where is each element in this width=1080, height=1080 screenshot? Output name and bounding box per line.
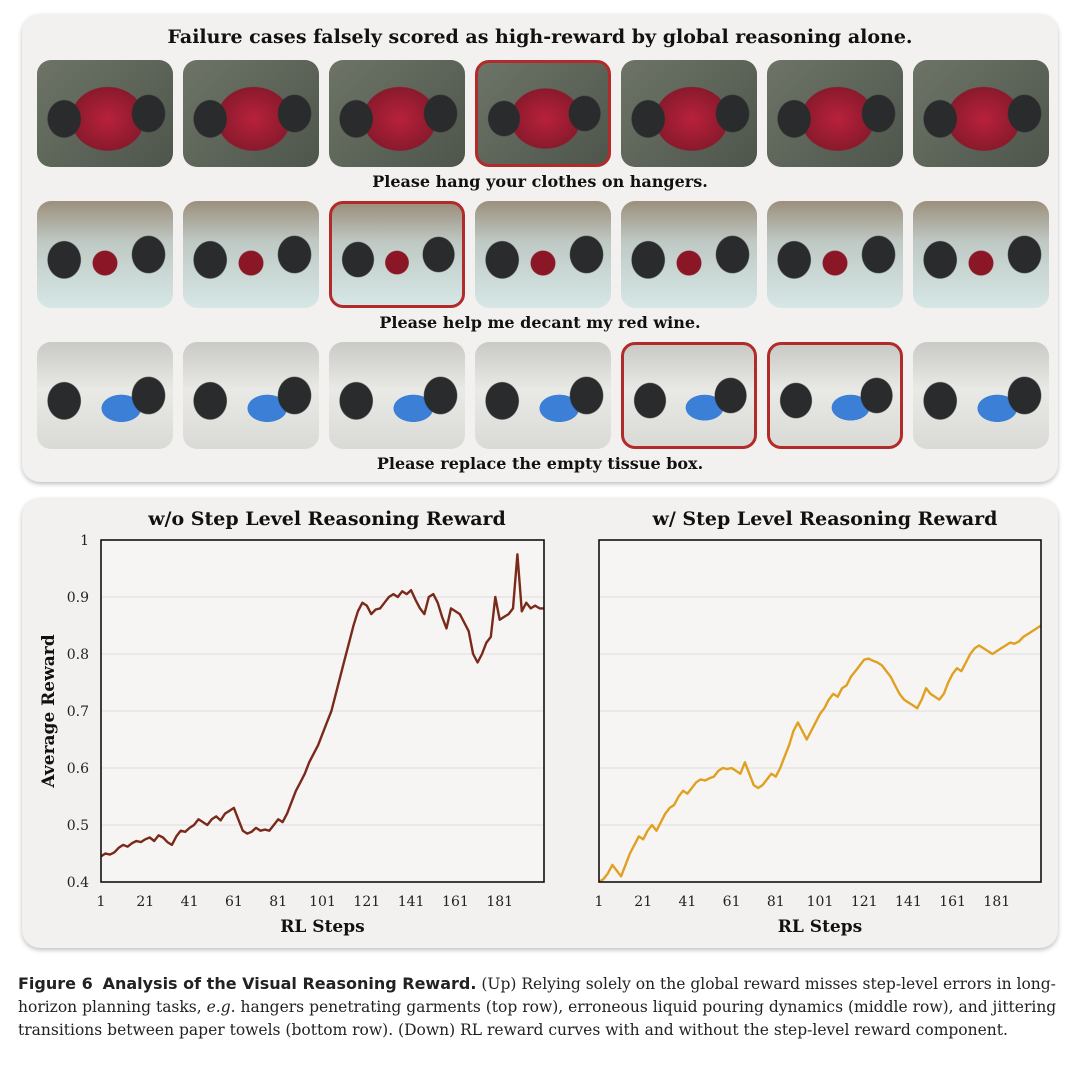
right-xtick-label: 161: [939, 894, 966, 910]
left-xtick-label: 161: [442, 894, 469, 910]
failure-cases-title: Failure cases falsely scored as high-reward by global reasoning alone.: [167, 26, 913, 48]
left-y-axis-label: Average Reward: [39, 634, 59, 788]
caption-eg: e.g.: [206, 998, 236, 1016]
left-xtick-label: 81: [269, 894, 288, 910]
left-xtick-label: 1: [96, 894, 106, 910]
right-chart-title: w/ Step Level Reasoning Reward: [652, 508, 998, 530]
left-xtick-label: 21: [136, 894, 155, 910]
frame-clothes-1: [37, 60, 173, 167]
frame-tissue-4: [475, 342, 611, 449]
right-xtick-label: 101: [806, 894, 834, 910]
frame-tissue-3: [329, 342, 465, 449]
right-xtick-label: 141: [895, 894, 922, 910]
frame-tissue-5-failure: [621, 342, 757, 449]
frame-tissue-7: [913, 342, 1049, 449]
frame-wine-7: [913, 201, 1049, 308]
left-x-axis-label: RL Steps: [280, 917, 365, 937]
frame-tissue-6-failure: [767, 342, 903, 449]
left-xtick-label: 141: [397, 894, 425, 910]
frame-clothes-7: [913, 60, 1049, 167]
row-caption-tissue: Please replace the empty tissue box.: [376, 454, 704, 473]
left-ytick-label: 1: [80, 533, 89, 549]
right-xtick-label: 41: [678, 894, 697, 910]
caption-body-1: (Up) Relying solely on the global reward misses step-level errors in long-horizon planning tasks,: [18, 975, 1056, 1016]
frame-wine-5: [621, 201, 757, 308]
failure-cases-panel: [22, 14, 1058, 482]
left-ytick-label: 0.4: [66, 875, 89, 891]
left-xtick-label: 41: [180, 894, 199, 910]
frame-wine-2: [183, 201, 319, 308]
figure-heading: Analysis of the Visual Reasoning Reward.: [102, 974, 477, 993]
figure-label: Figure 6: [18, 974, 93, 993]
left-xtick-label: 121: [353, 894, 381, 910]
left-xtick-label: 181: [486, 894, 514, 910]
right-xtick-label: 61: [722, 894, 741, 910]
row-caption-wine: Please help me decant my red wine.: [379, 313, 701, 332]
frame-clothes-5: [621, 60, 757, 167]
frame-wine-1: [37, 201, 173, 308]
frame-clothes-3: [329, 60, 465, 167]
right-x-axis-label: RL Steps: [777, 917, 863, 937]
left-ytick-label: 0.8: [66, 647, 89, 663]
frame-tissue-2: [183, 342, 319, 449]
left-ytick-label: 0.5: [66, 818, 89, 834]
frame-clothes-6: [767, 60, 903, 167]
frame-wine-3-failure: [329, 201, 465, 308]
caption-body-2: hangers penetrating garments (top row), erroneous liquid pouring dynamics (middle row), and jittering transitions between paper towels (bottom row). (Down) RL reward curves with and without the step-level reward component.: [18, 998, 1057, 1039]
left-xtick-label: 101: [309, 894, 336, 910]
frame-wine-6: [767, 201, 903, 308]
left-chart-title: w/o Step Level Reasoning Reward: [148, 508, 506, 530]
left-ytick-label: 0.9: [66, 590, 89, 606]
left-ytick-label: 0.7: [66, 704, 89, 720]
reward-charts: [22, 498, 1058, 948]
right-xtick-label: 21: [634, 894, 653, 910]
reward-curves-panel: [22, 498, 1058, 948]
frame-clothes-2: [183, 60, 319, 167]
row-caption-clothes: Please hang your clothes on hangers.: [372, 172, 708, 191]
right-xtick-label: 1: [594, 894, 604, 910]
right-xtick-label: 181: [983, 894, 1011, 910]
left-ytick-label: 0.6: [66, 761, 89, 777]
right-xtick-label: 81: [766, 894, 785, 910]
frame-tissue-1: [37, 342, 173, 449]
frame-clothes-4-failure: [475, 60, 611, 167]
left-xtick-label: 61: [224, 894, 243, 910]
frame-wine-4: [475, 201, 611, 308]
right-xtick-label: 121: [850, 894, 878, 910]
figure-caption: [18, 972, 1064, 1042]
